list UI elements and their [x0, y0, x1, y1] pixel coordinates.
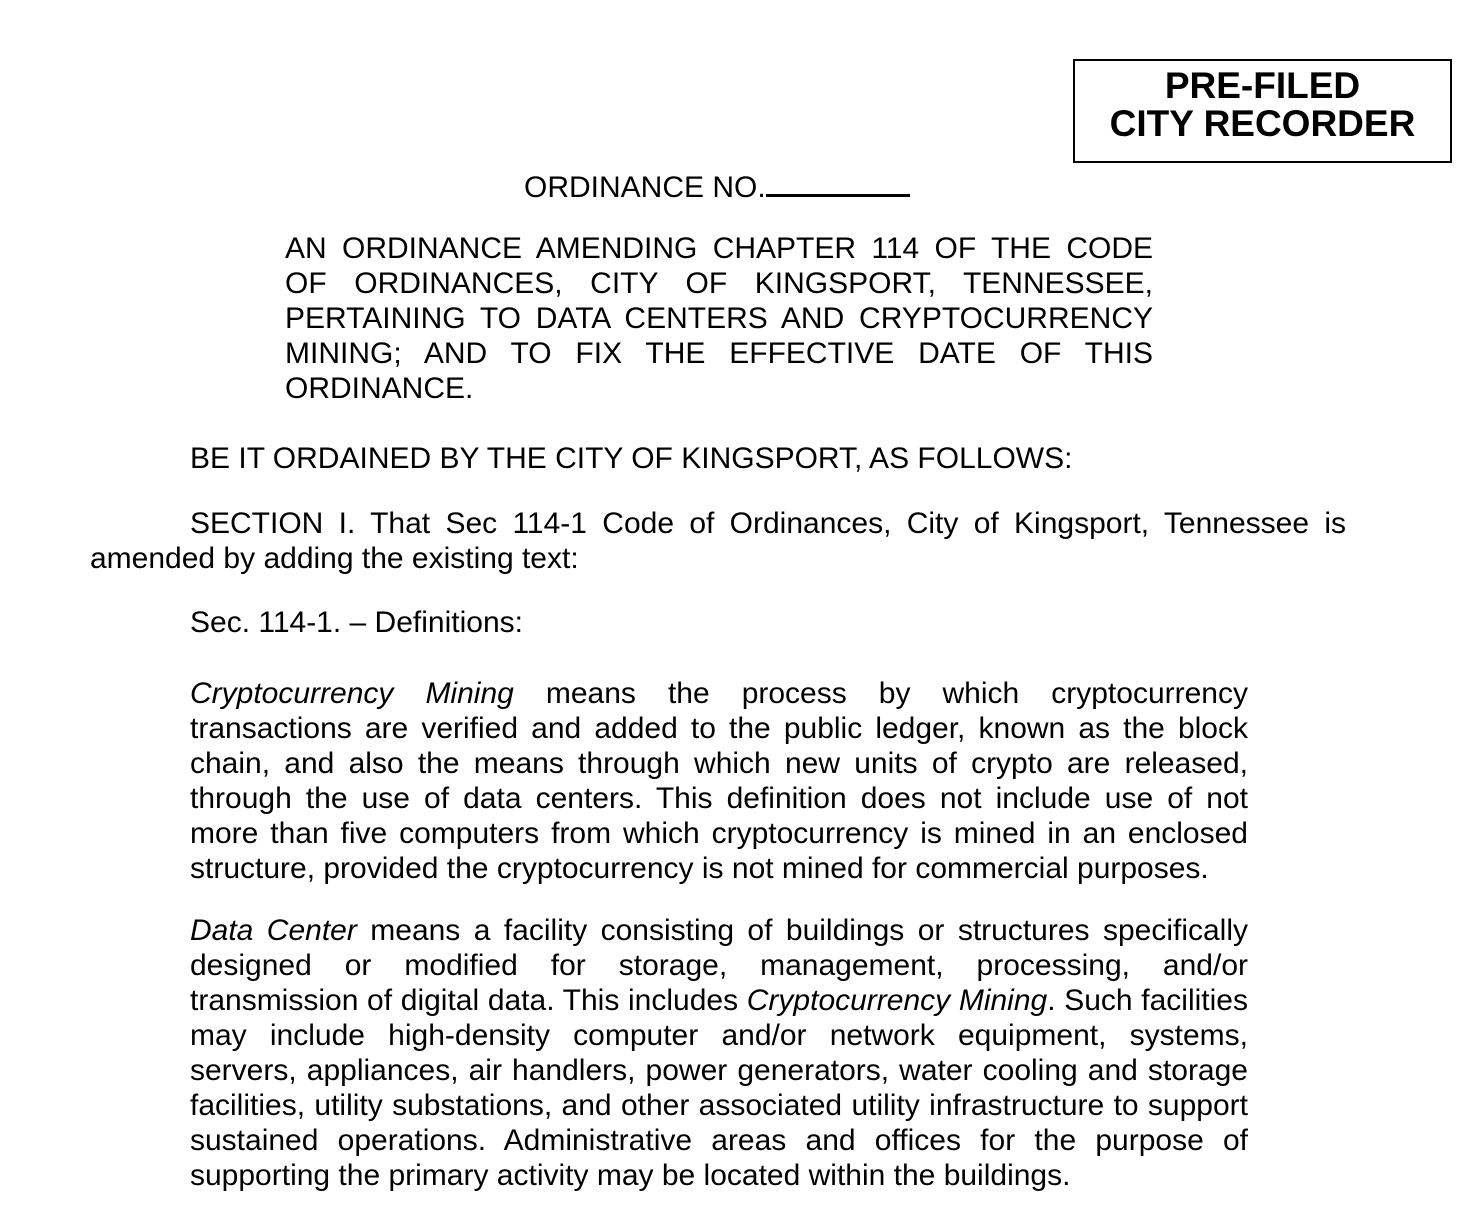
- title-paragraph: AN ORDINANCE AMENDING CHAPTER 114 OF THE CODE OF ORDINANCES, CITY OF KINGSPORT, TENNESSEE, PERTAINING TO DATA CENTERS AND CRYPTOCURRENCY MINING; AND TO FIX THE EFFECTIVE DATE OF THIS ORDINANCE.: [285, 232, 1153, 405]
- defined-term-italic: Cryptocurrency Mining: [746, 984, 1048, 1017]
- section-1-paragraph: SECTION I. That Sec 114-1 Code of Ordinances, City of Kingsport, Tennessee is amended by adding the existing text:: [90, 507, 1346, 575]
- defined-term-italic: Data Center: [190, 914, 357, 947]
- definition-text-run: means a facility consisting of buildings or structures specifically designed or modified for storage, management, processing, and/or transmission of digital data. This includes: [190, 914, 1248, 1017]
- stamp-line-1: PRE-FILED: [1164, 65, 1361, 106]
- definition-cryptocurrency-mining: [190, 676, 1248, 886]
- ordinance-number-label: ORDINANCE NO.: [524, 171, 766, 204]
- defined-term-italic: Cryptocurrency Mining: [190, 677, 514, 710]
- pre-filed-stamp: [1073, 59, 1452, 163]
- definitions-heading: Sec. 114-1. – Definitions:: [190, 606, 523, 639]
- definition-data-center: [190, 913, 1248, 1193]
- stamp-line-2: CITY RECORDER: [1109, 103, 1416, 144]
- enacting-clause: BE IT ORDAINED BY THE CITY OF KINGSPORT, AS FOLLOWS:: [190, 442, 1073, 475]
- definition-text-run: means the process by which cryptocurrency transactions are verified and added to the public ledger, known as the block chain, and also the means through which new units of crypto are released, through the use of data centers. This definition does not include use of not more than five computers from which cryptocurrency is mined in an enclosed structure, provided the cryptocurrency is not mined for commercial purposes.: [190, 677, 1248, 885]
- ordinance-number-blank: [766, 194, 910, 197]
- definition-text-run: . Such facilities may include high-density computer and/or network equipment, systems, servers, appliances, air handlers, power generators, water cooling and storage facilities, utility substations, and other associated utility infrastructure to support sustained operations. Administrative areas and offices for the purpose of supporting the primary activity may be located within the buildings.: [190, 984, 1248, 1192]
- ordinance-number-line: [524, 170, 910, 205]
